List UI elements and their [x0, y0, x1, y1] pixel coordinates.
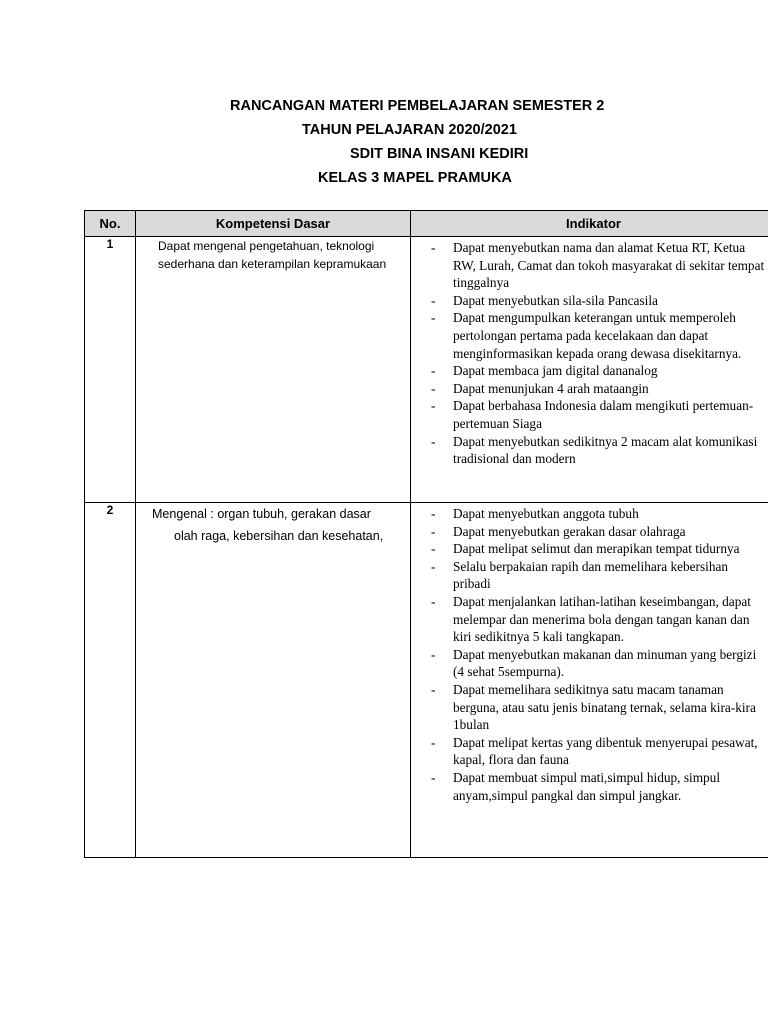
indikator-item: - Dapat berbahasa Indonesia dalam mengikuti pertemuan- pertemuan Siaga: [411, 397, 768, 432]
kompetensi-dasar-cell: [136, 237, 411, 503]
indikator-item: - Selalu berpakaian rapih dan memelihara kebersihan pribadi: [411, 558, 768, 593]
table-header-row: [85, 211, 768, 237]
table-row: [85, 503, 768, 858]
header-no: No.: [85, 211, 136, 237]
kompetensi-dasar-text: Dapat mengenal pengetahuan, teknologi sederhana dan keterampilan kepramukaan: [158, 239, 387, 271]
table-row: [85, 237, 768, 503]
indikator-item: - Dapat menyebutkan sedikitnya 2 macam alat komunikasi tradisional dan modern: [411, 433, 768, 468]
indikator-item: - Dapat menunjukan 4 arah mataangin: [411, 380, 768, 398]
kompetensi-dasar-line: olah raga, kebersihan dan kesehatan,: [174, 529, 384, 543]
indikator-item: - Dapat menyebutkan gerakan dasar olahraga: [411, 523, 768, 541]
indikator-list: [411, 503, 768, 806]
indikator-item: - Dapat membaca jam digital dananalog: [411, 362, 768, 380]
indikator-item: - Dapat memelihara sedikitnya satu macam tanaman berguna, atau satu jenis binatang ternak, selama kira-kira 1bulan: [411, 681, 768, 734]
indikator-item: - Dapat melipat selimut dan merapikan tempat tidurnya: [411, 540, 768, 558]
header-indikator: Indikator: [411, 211, 768, 237]
indikator-item: - Dapat melipat kertas yang dibentuk menyerupai pesawat, kapal, flora dan fauna: [411, 734, 768, 769]
kompetensi-dasar-text: [136, 503, 410, 547]
row-number: 2: [85, 503, 136, 858]
school-year: TAHUN PELAJARAN 2020/2021: [302, 122, 517, 138]
class-subject: KELAS 3 MAPEL PRAMUKA: [318, 170, 512, 186]
kompetensi-dasar-cell: [136, 503, 411, 858]
indikator-item: - Dapat menjalankan latihan-latihan keseimbangan, dapat melempar dan menerima bola dengan tangan kanan dan kiri sedikitnya 5 kali tangkapan.: [411, 593, 768, 646]
indikator-cell: [411, 503, 768, 858]
school-name: SDIT BINA INSANI KEDIRI: [350, 146, 529, 162]
indikator-item: - Dapat menyebutkan nama dan alamat Ketua RT, Ketua RW, Lurah, Camat dan tokoh masyarakat di sekitar tempat tinggalnya: [411, 239, 768, 292]
indikator-item: - Dapat membuat simpul mati,simpul hidup, simpul anyam,simpul pangkal dan simpul jangkar.: [411, 769, 768, 804]
indikator-item: - Dapat menyebutkan anggota tubuh: [411, 505, 768, 523]
indikator-item: - Dapat menyebutkan makanan dan minuman yang bergizi (4 sehat 5sempurna).: [411, 646, 768, 681]
indikator-list: [411, 237, 768, 470]
header-kompetensi-dasar: Kompetensi Dasar: [136, 211, 411, 237]
indikator-item: - Dapat menyebutkan sila-sila Pancasila: [411, 292, 768, 310]
indikator-item: - Dapat mengumpulkan keterangan untuk memperoleh pertolongan pertama pada kecelakaan dan dapat menginformasikan kepada orang dewasa disekitarnya.: [411, 309, 768, 362]
row-number: 1: [85, 237, 136, 503]
materials-table: [84, 210, 768, 858]
kompetensi-dasar-line: Mengenal : organ tubuh, gerakan dasar: [152, 507, 371, 521]
document-title: RANCANGAN MATERI PEMBELAJARAN SEMESTER 2: [230, 98, 605, 114]
indikator-cell: [411, 237, 768, 503]
